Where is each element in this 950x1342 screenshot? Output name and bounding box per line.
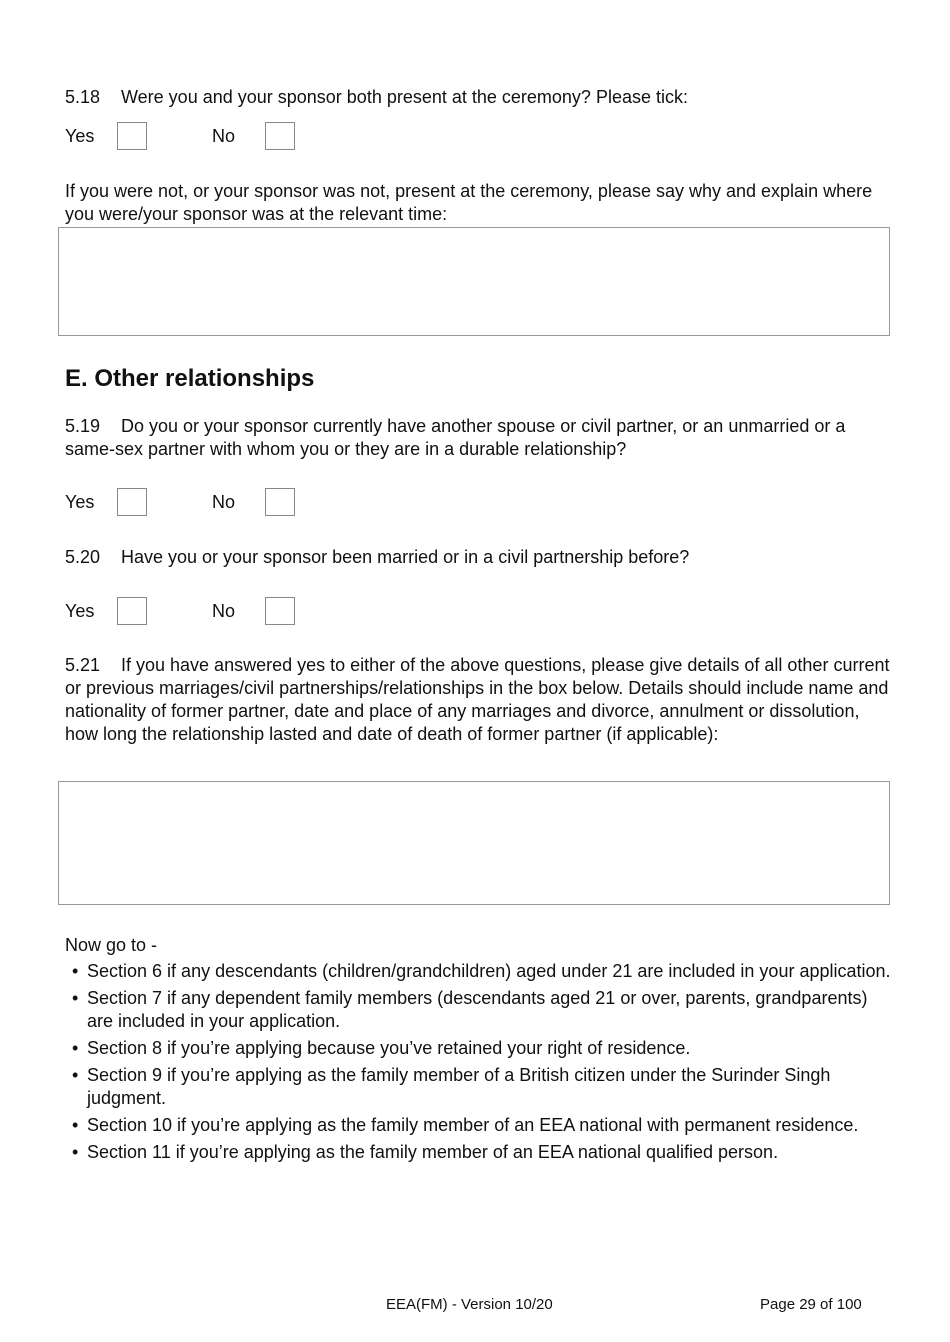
section-heading: E. Other relationships — [65, 365, 315, 392]
list-item-text: Section 7 if any dependent family members (descendants aged 21 or over, parents, grandparents) are included in your application. — [87, 988, 868, 1031]
list-item — [65, 1064, 895, 1110]
question-number: 5.18 — [65, 87, 101, 107]
list-item-text: Section 9 if you’re applying as the family member of a British citizen under the Surinder Singh judgment. — [87, 1065, 831, 1108]
bullet-icon: • — [72, 961, 79, 981]
question-5-21 — [65, 654, 895, 746]
list-item-text: Section 6 if any descendants (children/grandchildren) aged under 21 are included in your application. — [87, 961, 891, 981]
relationship-details-field[interactable] — [58, 781, 890, 905]
answer-5-18 — [65, 122, 365, 152]
no-checkbox[interactable] — [265, 488, 295, 516]
question-5-18-follow-up: If you were not, or your sponsor was not, present at the ceremony, please say why and explain where you were/your sponsor was at the relevant time: — [65, 181, 873, 224]
bullet-icon: • — [72, 1115, 79, 1135]
list-item — [65, 1037, 895, 1060]
bullet-icon: • — [72, 1142, 79, 1162]
answer-5-20 — [65, 597, 365, 627]
list-item — [65, 987, 895, 1033]
bullet-icon: • — [72, 1038, 79, 1058]
no-checkbox[interactable] — [265, 597, 295, 625]
question-text: Do you or your sponsor currently have another spouse or civil partner, or an unmarried or a same-sex partner with whom you or they are in a durable relationship? — [65, 416, 846, 459]
yes-label: Yes — [65, 601, 95, 621]
list-item-text: Section 10 if you’re applying as the family member of an EEA national with permanent residence. — [87, 1115, 859, 1135]
yes-checkbox[interactable] — [117, 122, 147, 150]
question-number: 5.21 — [65, 655, 101, 675]
footer-page-number: Page 29 of 100 — [760, 1296, 862, 1313]
question-text: If you have answered yes to either of the above questions, please give details of all other current or previous marriages/civil partnerships/relationships in the box below. Details should include name and nationality of former partner, date and place of any marriages and divorce, annulment or dissolution, how long the relationship lasted and date of death of former partner (if applicable): — [65, 655, 890, 744]
question-5-19 — [65, 415, 895, 461]
list-item-text: Section 8 if you’re applying because you’ve retained your right of residence. — [87, 1038, 691, 1058]
no-label: No — [212, 492, 236, 512]
bullet-icon: • — [72, 988, 79, 1008]
question-number: 5.19 — [65, 416, 101, 436]
question-5-18 — [65, 86, 895, 109]
question-text: Have you or your sponsor been married or in a civil partnership before? — [121, 547, 690, 567]
list-item — [65, 960, 895, 983]
answer-5-19 — [65, 488, 365, 518]
question-5-20 — [65, 546, 895, 569]
yes-label: Yes — [65, 126, 95, 146]
yes-checkbox[interactable] — [117, 488, 147, 516]
no-checkbox[interactable] — [265, 122, 295, 150]
list-item — [65, 1114, 895, 1137]
question-text: Were you and your sponsor both present at the ceremony? Please tick: — [121, 87, 688, 107]
bullet-icon: • — [72, 1065, 79, 1085]
no-label: No — [212, 126, 236, 146]
list-item — [65, 1141, 895, 1164]
yes-label: Yes — [65, 492, 95, 512]
question-number: 5.20 — [65, 547, 101, 567]
no-label: No — [212, 601, 236, 621]
footer-version: EEA(FM) - Version 10/20 — [386, 1296, 553, 1313]
absence-explanation-field[interactable] — [58, 227, 890, 336]
next-steps-intro: Now go to - — [65, 935, 158, 955]
next-steps-list — [65, 960, 895, 1168]
list-item-text: Section 11 if you’re applying as the family member of an EEA national qualified person. — [87, 1142, 779, 1162]
yes-checkbox[interactable] — [117, 597, 147, 625]
